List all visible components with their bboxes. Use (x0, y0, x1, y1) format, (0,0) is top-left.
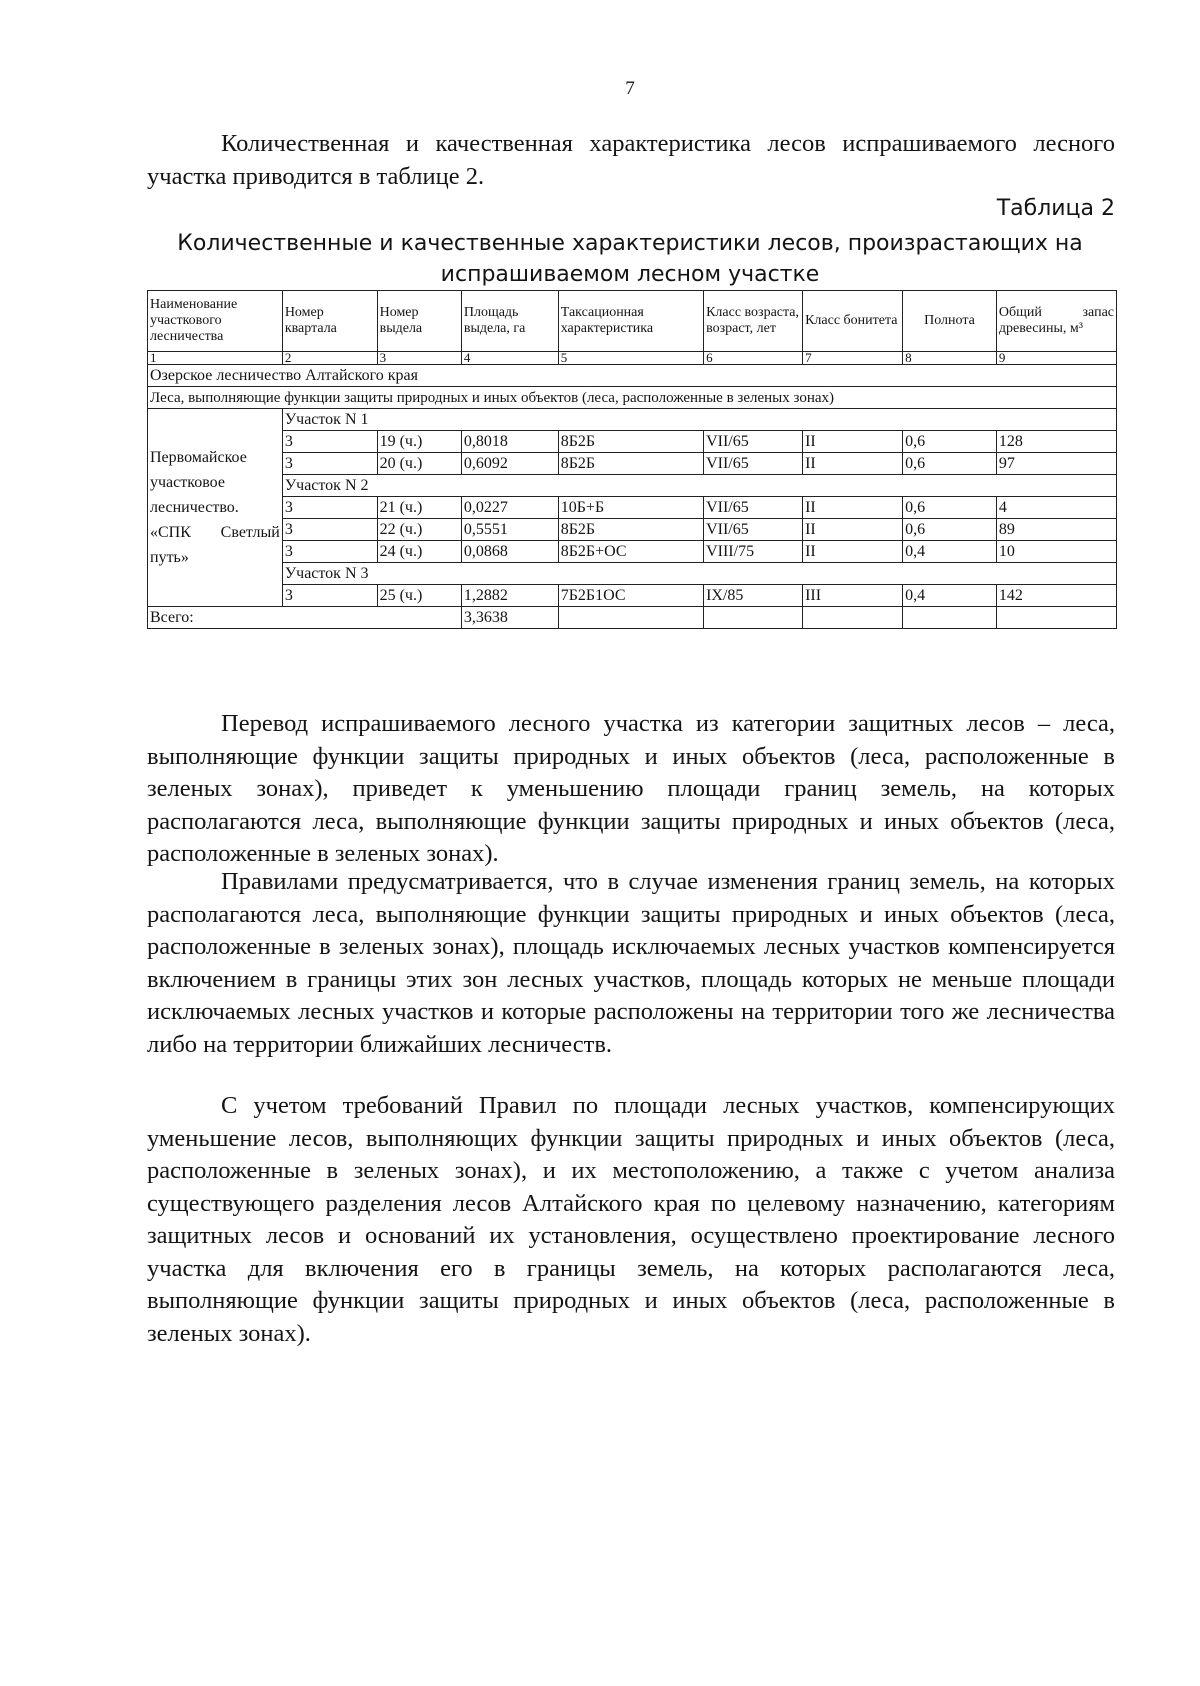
section-row (148, 387, 1117, 409)
table-cell: 142 (996, 585, 1116, 607)
table-cell: 0,6 (903, 453, 997, 475)
column-number: 5 (558, 352, 703, 365)
header-cell: Номер выдела (377, 291, 461, 352)
column-number: 3 (377, 352, 461, 365)
table-cell: 3 (282, 431, 377, 453)
table-cell (803, 607, 903, 629)
header-cell: Наименование участкового лесничества (148, 291, 283, 352)
column-number: 6 (704, 352, 803, 365)
table-cell: 128 (996, 431, 1116, 453)
table-cell: 19 (ч.) (377, 431, 461, 453)
column-number-row (148, 352, 1117, 365)
column-number: 1 (148, 352, 283, 365)
table-cell (996, 607, 1116, 629)
table-cell: 0,6 (903, 519, 997, 541)
table-number: Таблица 2 (996, 196, 1115, 221)
table-cell (704, 607, 803, 629)
total-row (148, 607, 1117, 629)
table-cell: II (803, 519, 903, 541)
table-cell: II (803, 541, 903, 563)
table-cell: 24 (ч.) (377, 541, 461, 563)
header-cell: Таксационная характеристика (558, 291, 703, 352)
table-cell: 8Б2Б (558, 453, 703, 475)
table-cell: 0,0868 (461, 541, 558, 563)
header-cell: Класс возраста, возраст, лет (704, 291, 803, 352)
column-number: 2 (282, 352, 377, 365)
table-cell: 25 (ч.) (377, 585, 461, 607)
header-cell: Общий запас древесины, м³ (996, 291, 1116, 352)
plot-label: Участок N 1 (282, 409, 1116, 431)
plot-row (148, 409, 1117, 431)
table-cell: 89 (996, 519, 1116, 541)
table-cell: II (803, 497, 903, 519)
paragraph-conclusion: С учетом требований Правил по площади лесных участков, компенсирующих уменьшение лесов, выполняющих функции защиты природных и иных объектов (леса, расположенные в зеленых зонах), и их местоположению, а также с учетом анализа существующего разделения лесов Алтайского края по целевому назначению, категориям защитных лесов и оснований их установления, осуществлено проектирование лесного участка для включения его в границы земель, на которых располагаются леса, выполняющие функции защиты природных и иных объектов (леса, расположенные в зеленых зонах). (147, 1092, 1115, 1347)
forest-characteristics-table (147, 290, 1117, 629)
table-header-row (148, 291, 1117, 352)
table-row (148, 431, 1117, 453)
section-row (148, 365, 1117, 387)
table-row (148, 541, 1117, 563)
table-row (148, 519, 1117, 541)
table-cell: VII/65 (704, 519, 803, 541)
forestry-section-label: Озерское лесничество Алтайского края (148, 365, 1117, 387)
table-cell: 21 (ч.) (377, 497, 461, 519)
page-number: 7 (625, 78, 635, 99)
table-cell: 0,6092 (461, 453, 558, 475)
table-cell: II (803, 453, 903, 475)
table-cell: 8Б2Б (558, 431, 703, 453)
table-title: Количественные и качественные характеристики лесов, произрастающих на испрашиваемом лесном участке (177, 231, 1083, 287)
table-cell: IX/85 (704, 585, 803, 607)
table-cell: 0,8018 (461, 431, 558, 453)
table-cell: VII/65 (704, 453, 803, 475)
column-number: 9 (996, 352, 1116, 365)
table-cell: 10Б+Б (558, 497, 703, 519)
table-cell: 97 (996, 453, 1116, 475)
table-cell: 10 (996, 541, 1116, 563)
table-row (148, 453, 1117, 475)
column-number: 8 (903, 352, 997, 365)
table-cell: 8Б2Б+ОС (558, 541, 703, 563)
table-cell: 3 (282, 497, 377, 519)
plot-row (148, 563, 1117, 585)
table-cell: 7Б2Б1ОС (558, 585, 703, 607)
table-cell: 0,6 (903, 431, 997, 453)
paragraph-rules: Правилами предусматривается, что в случае изменения границ земель, на которых располагаются леса, выполняющие функции защиты природных и иных объектов (леса, расположенные в зеленых зонах), площадь исключаемых лесных участков компенсируется включением в границы этих зон лесных участков, площадь которых не меньше площади исключаемых лесных участков и которые расположены на территории того же лесничества либо на территории ближайших лесничеств. (147, 868, 1115, 1058)
table-cell: 3 (282, 453, 377, 475)
header-cell: Класс бонитета (803, 291, 903, 352)
table-cell: III (803, 585, 903, 607)
header-cell: Номер квартала (282, 291, 377, 352)
plot-label: Участок N 2 (282, 475, 1116, 497)
table-cell (903, 607, 997, 629)
table-cell: 4 (996, 497, 1116, 519)
table-cell: 0,4 (903, 585, 997, 607)
forest-category-label: Леса, выполняющие функции защиты природных и иных объектов (леса, расположенные в зеленых зонах) (148, 387, 1117, 409)
table-row (148, 585, 1117, 607)
column-number: 4 (461, 352, 558, 365)
plot-row (148, 475, 1117, 497)
table-cell: VII/65 (704, 497, 803, 519)
header-cell: Площадь выдела, га (461, 291, 558, 352)
table-cell: 8Б2Б (558, 519, 703, 541)
table-cell: 3 (282, 585, 377, 607)
table-cell: VIII/75 (704, 541, 803, 563)
table-cell: 0,6 (903, 497, 997, 519)
paragraph-transfer: Перевод испрашиваемого лесного участка из категории защитных лесов – леса, выполняющие функции защиты природных и иных объектов (леса, расположенные в зеленых зонах), приведет к уменьшению площади границ земель, на которых располагаются леса, выполняющие функции защиты природных и иных объектов (леса, расположенные в зеленых зонах). (147, 710, 1115, 867)
table-cell: 1,2882 (461, 585, 558, 607)
intro-paragraph: Количественная и качественная характеристика лесов испрашиваемого лесного участка приводится в таблице 2. (147, 130, 1115, 190)
header-cell: Полнота (903, 291, 997, 352)
table-cell: 22 (ч.) (377, 519, 461, 541)
table-cell: II (803, 431, 903, 453)
district-forestry-name: Первомайское участковое лесничество. «СПК Светлый путь» (148, 409, 283, 607)
table-cell: 3 (282, 519, 377, 541)
table-row (148, 497, 1117, 519)
table-cell: 0,5551 (461, 519, 558, 541)
plot-label: Участок N 3 (282, 563, 1116, 585)
column-number: 7 (803, 352, 903, 365)
total-label: Всего: (148, 607, 462, 629)
total-area: 3,3638 (461, 607, 558, 629)
table-cell: 20 (ч.) (377, 453, 461, 475)
table-cell: 0,0227 (461, 497, 558, 519)
table-cell: 0,4 (903, 541, 997, 563)
table-cell: VII/65 (704, 431, 803, 453)
table-cell (558, 607, 703, 629)
table-cell: 3 (282, 541, 377, 563)
